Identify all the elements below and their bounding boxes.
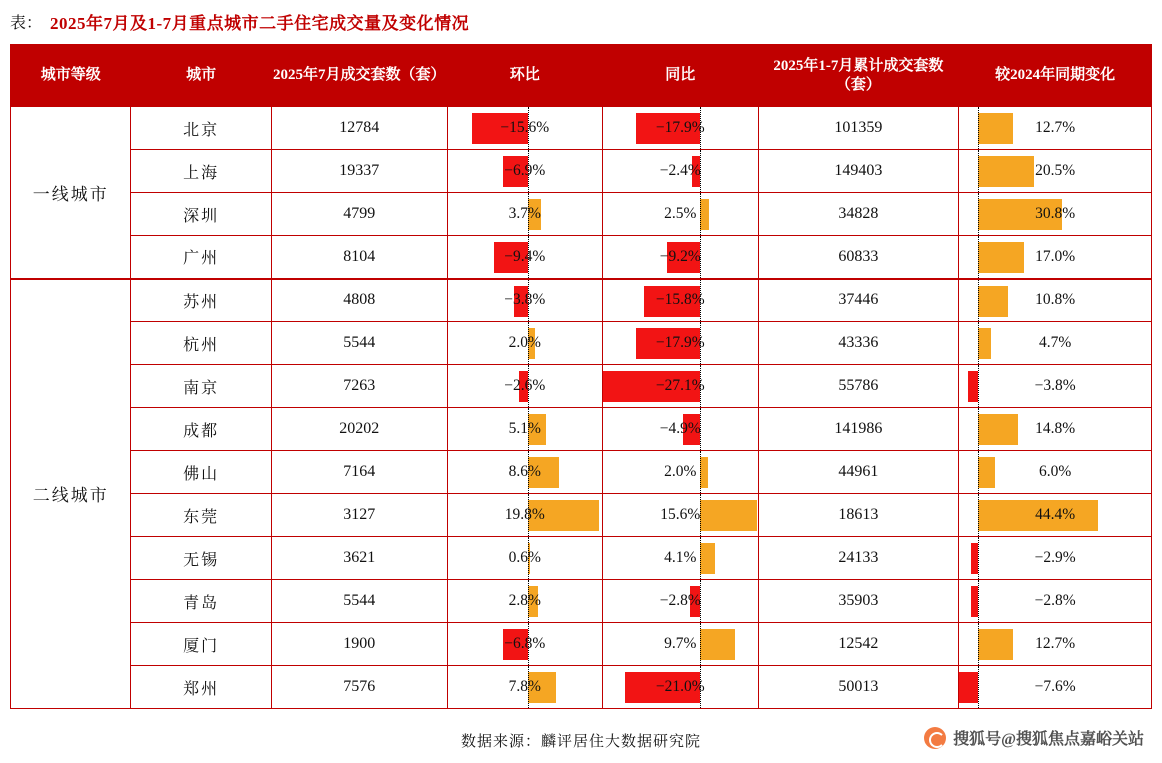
table-row (11, 150, 1152, 193)
july-volume-cell: 4799 (271, 193, 447, 236)
mom-label: 5.1% (508, 420, 541, 437)
july-volume-cell: 3621 (271, 537, 447, 580)
cumulative-cell: 12542 (758, 623, 959, 666)
mom-bar-cell (447, 107, 603, 150)
cumulative-cell: 44961 (758, 451, 959, 494)
mom-bar-cell (447, 494, 603, 537)
cum-change-bar-cell (959, 494, 1152, 537)
cum-change-bar-cell (959, 236, 1152, 279)
july-volume-cell: 1900 (271, 623, 447, 666)
city-cell: 厦门 (131, 623, 271, 666)
header-july-volume: 2025年7月成交套数（套） (271, 45, 447, 107)
cumulative-cell: 55786 (758, 365, 959, 408)
yoy-label: −9.2% (659, 247, 701, 265)
july-volume-cell: 8104 (271, 236, 447, 279)
table-row (11, 408, 1152, 451)
yoy-bar-cell (603, 322, 759, 365)
table-row (11, 107, 1152, 150)
table-row (11, 623, 1152, 666)
cum-change-bar-cell (959, 322, 1152, 365)
yoy-label: 9.7% (664, 635, 697, 652)
july-volume-cell: 4808 (271, 279, 447, 322)
mom-label: −6.9% (504, 162, 546, 179)
data-table (10, 44, 1152, 709)
cumulative-cell: 43336 (758, 322, 959, 365)
tier-cell: 一线城市 (11, 107, 131, 279)
yoy-label: −27.1% (655, 377, 705, 394)
table-row (11, 365, 1152, 408)
header-cumulative: 2025年1-7月累计成交套数（套） (758, 45, 959, 107)
mom-bar-cell (447, 623, 603, 666)
city-cell: 杭州 (131, 322, 271, 365)
yoy-label: −17.9% (655, 119, 705, 136)
cum-change-label: 30.8% (1035, 205, 1076, 222)
city-cell: 郑州 (131, 666, 271, 709)
data-source: 数据来源：麟评居住大数据研究院 (460, 734, 701, 750)
table-row (11, 580, 1152, 623)
table-row (11, 279, 1152, 322)
city-cell: 无锡 (131, 537, 271, 580)
yoy-label: −2.8% (659, 592, 701, 609)
yoy-bar-cell (603, 193, 759, 236)
city-cell: 北京 (131, 107, 271, 150)
cumulative-cell: 34828 (758, 193, 959, 236)
cum-change-label: −7.6% (1034, 678, 1076, 695)
header-tier: 城市等级 (11, 45, 131, 107)
july-volume-cell: 20202 (271, 408, 447, 451)
cum-change-bar-cell (959, 193, 1152, 236)
header-mom: 环比 (447, 45, 603, 107)
mom-bar-cell (447, 193, 603, 236)
cumulative-cell: 149403 (758, 150, 959, 193)
mom-bar-cell (447, 279, 603, 322)
july-volume-cell: 5544 (271, 580, 447, 623)
july-volume-cell: 7576 (271, 666, 447, 709)
table-header (11, 45, 1152, 107)
july-volume-cell: 3127 (271, 494, 447, 537)
cum-change-bar-cell (959, 150, 1152, 193)
yoy-label: 2.5% (664, 205, 697, 222)
cum-change-bar-cell (959, 623, 1152, 666)
yoy-bar-cell (603, 666, 759, 709)
mom-label: 3.7% (508, 205, 541, 222)
cum-change-label: −3.8% (1034, 377, 1076, 394)
yoy-bar-cell (603, 150, 759, 193)
mom-bar-cell (447, 408, 603, 451)
cum-change-label: −2.9% (1034, 549, 1076, 566)
yoy-label: −21.0% (655, 678, 705, 695)
july-volume-cell: 5544 (271, 322, 447, 365)
cumulative-cell: 60833 (758, 236, 959, 279)
mom-label: −9.4% (504, 247, 546, 265)
yoy-bar-cell (603, 365, 759, 408)
mom-bar-cell (447, 580, 603, 623)
mom-label: −6.8% (504, 635, 546, 652)
table-row (11, 322, 1152, 365)
july-volume-cell: 7164 (271, 451, 447, 494)
city-cell: 南京 (131, 365, 271, 408)
mom-label: 8.6% (508, 463, 541, 480)
city-cell: 上海 (131, 150, 271, 193)
cum-change-bar-cell (959, 279, 1152, 322)
cumulative-cell: 35903 (758, 580, 959, 623)
cum-change-bar-cell (959, 451, 1152, 494)
cum-change-label: 12.7% (1035, 119, 1076, 136)
cum-change-bar-cell (959, 365, 1152, 408)
mom-label: 7.8% (508, 678, 541, 695)
yoy-bar-cell (603, 623, 759, 666)
table-row (11, 236, 1152, 279)
july-volume-cell: 12784 (271, 107, 447, 150)
cum-change-label: 14.8% (1035, 420, 1076, 437)
yoy-label: 2.0% (664, 463, 697, 480)
header-row (11, 45, 1152, 107)
yoy-label: −2.4% (659, 162, 701, 179)
yoy-bar-cell (603, 408, 759, 451)
cum-change-label: 20.5% (1035, 162, 1076, 179)
cumulative-cell: 50013 (758, 666, 959, 709)
cum-change-label: 17.0% (1035, 247, 1076, 265)
cum-change-label: 10.8% (1035, 291, 1076, 309)
cumulative-cell: 141986 (758, 408, 959, 451)
mom-bar-cell (447, 451, 603, 494)
yoy-label: −15.8% (655, 291, 705, 309)
city-cell: 苏州 (131, 279, 271, 322)
cum-change-label: 6.0% (1038, 463, 1072, 480)
cumulative-cell: 24133 (758, 537, 959, 580)
cumulative-cell: 18613 (758, 494, 959, 537)
cum-change-bar-cell (959, 580, 1152, 623)
sohu-logo-icon (924, 727, 946, 749)
table-row (11, 451, 1152, 494)
watermark-text: 搜狐号@搜狐焦点嘉峪关站 (953, 731, 1144, 748)
mom-bar-cell (447, 150, 603, 193)
mom-bar-cell (447, 537, 603, 580)
yoy-bar-cell (603, 580, 759, 623)
yoy-bar-cell (603, 107, 759, 150)
table-row (11, 537, 1152, 580)
yoy-label: −4.9% (659, 420, 701, 437)
yoy-bar-cell (603, 279, 759, 322)
mom-bar-cell (447, 236, 603, 279)
yoy-bar-cell (603, 451, 759, 494)
july-volume-cell: 19337 (271, 150, 447, 193)
title-text: 2025年7月及1-7月重点城市二手住宅成交量及变化情况 (50, 13, 470, 33)
mom-label: −3.8% (504, 291, 546, 309)
city-cell: 青岛 (131, 580, 271, 623)
cum-change-bar-cell (959, 408, 1152, 451)
july-volume-cell: 7263 (271, 365, 447, 408)
title-prefix: 表： (10, 14, 43, 32)
city-cell: 佛山 (131, 451, 271, 494)
cum-change-label: 4.7% (1038, 334, 1072, 351)
mom-label: 2.8% (508, 592, 541, 609)
page-title (10, 6, 1152, 36)
header-yoy: 同比 (603, 45, 759, 107)
table-row (11, 494, 1152, 537)
cum-change-bar-cell (959, 107, 1152, 150)
mom-label: 19.8% (504, 506, 545, 523)
city-cell: 东莞 (131, 494, 271, 537)
mom-label: −15.6% (500, 119, 550, 136)
mom-label: 0.6% (508, 549, 541, 566)
yoy-label: −17.9% (655, 334, 705, 351)
header-city: 城市 (131, 45, 271, 107)
mom-label: 2.0% (508, 334, 541, 351)
mom-label: −2.6% (504, 377, 546, 394)
cum-change-bar-cell (959, 666, 1152, 709)
table-row (11, 666, 1152, 709)
yoy-label: 4.1% (664, 549, 697, 566)
header-cum-change: 较2024年同期变化 (959, 45, 1152, 107)
cum-change-label: 12.7% (1035, 635, 1076, 652)
yoy-bar-cell (603, 537, 759, 580)
table-body (11, 107, 1152, 709)
yoy-bar-cell (603, 236, 759, 279)
cum-change-label: 44.4% (1035, 506, 1076, 523)
mom-bar-cell (447, 365, 603, 408)
yoy-bar-cell (603, 494, 759, 537)
tier-cell: 二线城市 (11, 279, 131, 709)
cumulative-cell: 37446 (758, 279, 959, 322)
city-cell: 广州 (131, 236, 271, 279)
cum-change-bar-cell (959, 537, 1152, 580)
city-cell: 成都 (131, 408, 271, 451)
city-cell: 深圳 (131, 193, 271, 236)
table-row (11, 193, 1152, 236)
cum-change-label: −2.8% (1034, 592, 1076, 609)
watermark (924, 726, 1144, 749)
mom-bar-cell (447, 666, 603, 709)
cumulative-cell: 101359 (758, 107, 959, 150)
mom-bar-cell (447, 322, 603, 365)
yoy-label: 15.6% (660, 506, 701, 523)
